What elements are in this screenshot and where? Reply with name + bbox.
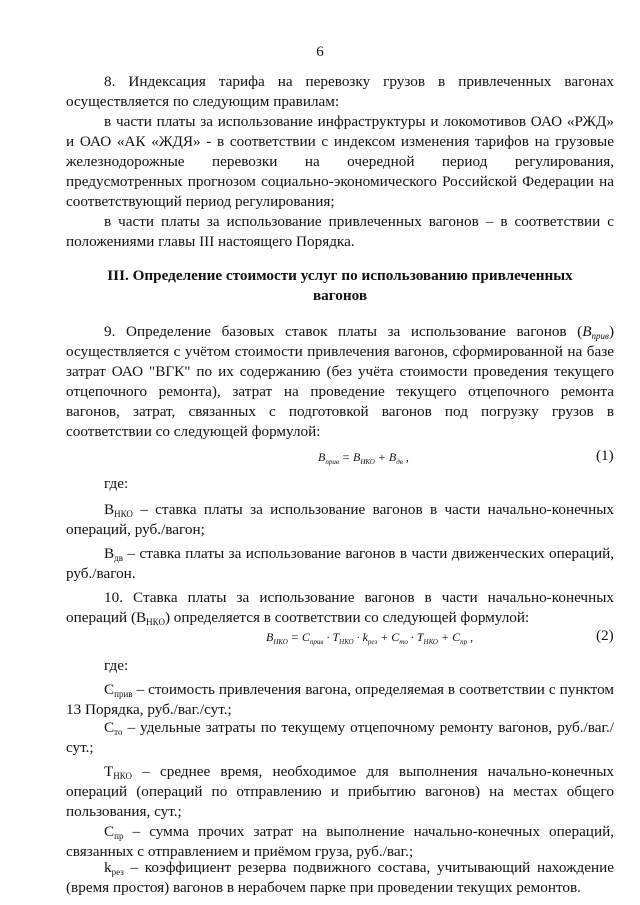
paragraph-8-item-2: в части платы за использование привлеченных вагонов – в соответствии с положениями главы III настоящего Порядка.	[66, 213, 614, 250]
formula-1-number: (1)	[596, 447, 614, 464]
where-label-1: где:	[104, 475, 129, 492]
paragraph-9-text-b: ) осуществляется с учётом стоимости привлечения вагонов, сформированной на базе затрат ОАО "ВГК" по их содержанию (без учёта стоимости проведения текущего отцепочного ремонта), затрат на проведение текущего отцепочного ремонта вагонов, затрат, связанных с подготовкой вагонов под погрузку грузов в соответствии со следующей формулой:	[66, 323, 614, 440]
formula-2: $B_{НКО} = C_{прив} \cdot T_{НКО} \cdot k_{рез} + C_{то} \cdot T_{НКО} + C_{пр}$ ,	[266, 630, 474, 646]
formula-1: $B_{прив} = B_{НКО} + B_{дв}$ ,	[318, 450, 409, 466]
paragraph-8-intro: 8. Индексация тарифа на перевозку грузов в привлеченных вагонах осуществляется по следующим правилам:	[66, 73, 614, 110]
definition-b-dv: $В_{дв}$ – ставка платы за использование вагонов в части движенческих операций, руб./вагон.	[66, 545, 614, 582]
paragraph-9-text-a: 9. Определение базовых ставок платы за использование вагонов (	[104, 323, 583, 340]
paragraph-8-item-1: в части платы за использование инфраструктуры и локомотивов ОАО «РЖД» и ОАО «АК «ЖДЯ» - в соответствии с индексом изменения тарифов на грузовые железнодорожные перевозки на очередной период регулирования, предусмотренных прогнозом социально-экономического Российской Федерации на соответствующий период регулирования;	[66, 113, 614, 210]
definition-c-to: $С_{то}$ – удельные затраты по текущему отцепочному ремонту вагонов, руб./ваг./сут.;	[66, 719, 614, 756]
formula-2-number: (2)	[596, 627, 614, 644]
definition-t-nko: $Т_{НКО}$ – среднее время, необходимое для выполнения начально-конечных операций (операций по отправлению и прибытию вагонов) на местах общего пользования, сут.;	[66, 763, 614, 820]
where-label-2: где:	[104, 657, 129, 674]
paragraph-10: 10. Ставка платы за использование вагонов в части начально-конечных операций $(В_{НКО})$ определяется в соответствии со следующей формулой:	[66, 589, 614, 627]
definition-b-nko: $В_{НКО}$ – ставка платы за использование вагонов в части начально-конечных операций, руб./вагон;	[66, 501, 614, 538]
paragraph-9-symbol-sub: прив	[591, 331, 609, 341]
page-number: 6	[316, 44, 324, 60]
paragraph-9	[66, 322, 614, 442]
definition-k-rez: $k_{рез}$ – коэффициент резерва подвижного состава, учитывающий нахождение (время простоя) вагонов в нерабочем парке при проведении текущих ремонтов.	[66, 859, 614, 896]
paragraph-9-symbol: В	[582, 323, 592, 340]
section-heading: III. Определение стоимости услуг по использованию привлеченных вагонов	[107, 267, 573, 304]
definition-c-priv: $С_{прив}$ – стоимость привлечения вагона, определяемая в соответствии с пунктом 13 Порядка, руб./ваг./сут.;	[66, 681, 614, 718]
definition-c-pr: $С_{пр}$ – сумма прочих затрат на выполнение начально-конечных операций, связанных с отправлением и приёмом груза, руб./ваг.;	[66, 823, 614, 860]
